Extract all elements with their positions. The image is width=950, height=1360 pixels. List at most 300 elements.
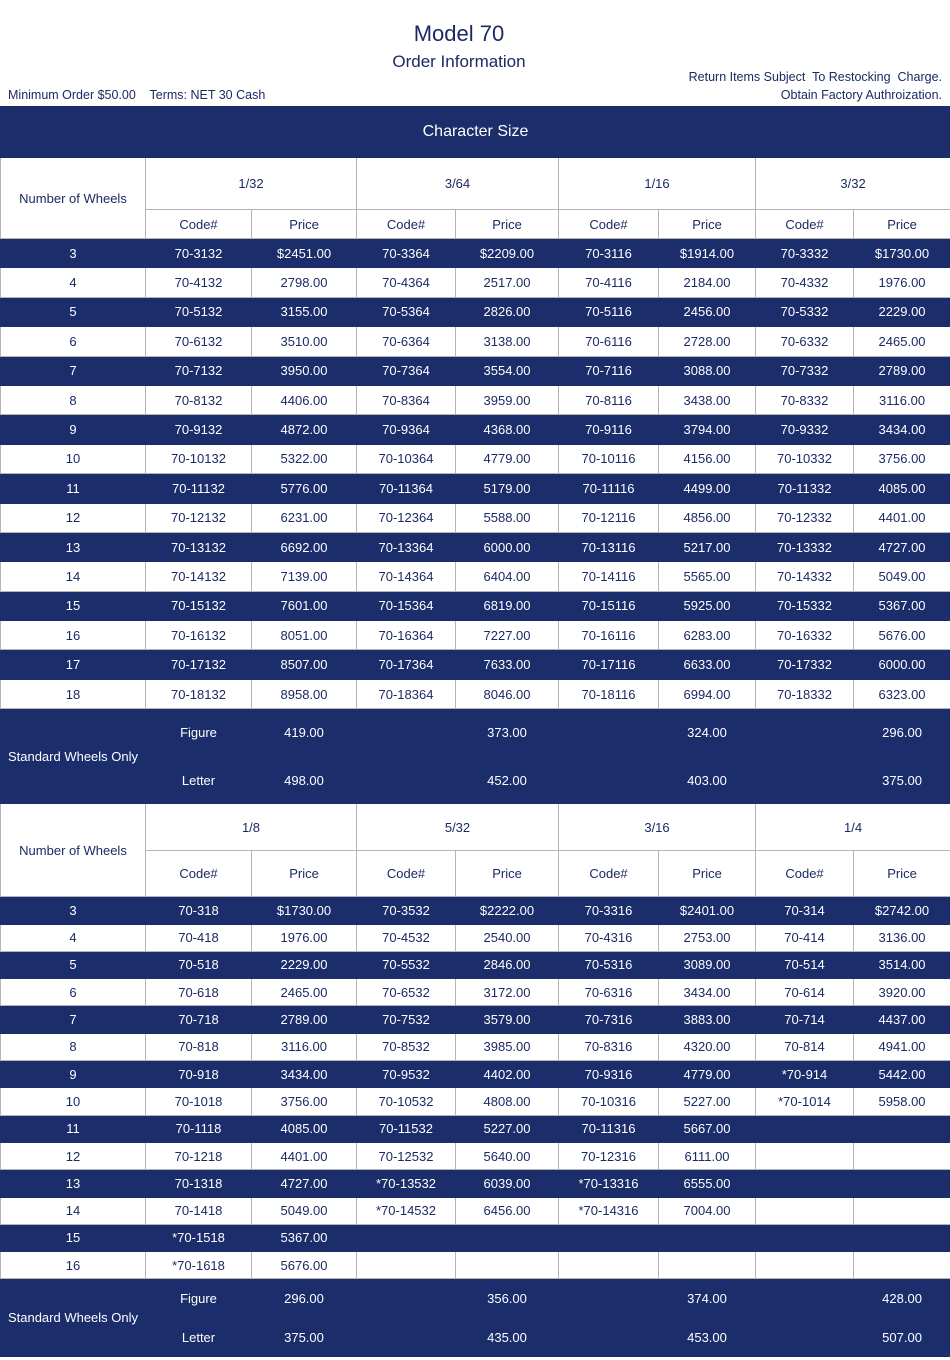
table-row	[1, 532, 950, 561]
price-cell	[854, 1142, 950, 1169]
price-cell: 6456.00	[456, 1197, 559, 1224]
empty-cell	[756, 757, 854, 804]
price-column-header: Price	[456, 210, 559, 239]
price-cell: 4368.00	[456, 415, 559, 444]
code-cell: 70-10116	[559, 444, 659, 473]
price-cell	[854, 1252, 950, 1279]
code-cell	[357, 1252, 456, 1279]
code-cell: 70-618	[146, 979, 252, 1006]
price-cell: 4779.00	[456, 444, 559, 473]
code-cell: 70-3132	[146, 239, 252, 268]
code-cell: 70-5316	[559, 951, 659, 978]
wheel-count-cell: 17	[1, 650, 146, 679]
price-cell: 2846.00	[456, 951, 559, 978]
table-row	[1, 356, 950, 385]
character-size-header: 3/64	[357, 158, 559, 210]
wheel-count-cell: 7	[1, 1006, 146, 1033]
wheel-count-cell: 15	[1, 591, 146, 620]
standard-wheels-label: Standard Wheels Only	[1, 709, 146, 804]
code-cell: 70-10532	[357, 1088, 456, 1115]
letter-price-cell: 498.00	[252, 757, 357, 804]
code-cell: 70-7532	[357, 1006, 456, 1033]
character-size-header: 1/8	[146, 804, 357, 851]
table-title-row	[1, 107, 950, 158]
empty-cell	[756, 709, 854, 757]
price-cell: 5049.00	[252, 1197, 357, 1224]
price-cell	[854, 1115, 950, 1142]
price-cell: 2456.00	[659, 297, 756, 326]
letter-price-cell: 403.00	[659, 757, 756, 804]
price-cell: 3985.00	[456, 1033, 559, 1060]
size-header-row	[1, 804, 950, 851]
price-cell: 5776.00	[252, 474, 357, 503]
code-cell: 70-18116	[559, 679, 659, 708]
price-cell: 2728.00	[659, 327, 756, 356]
table-row	[1, 591, 950, 620]
code-cell	[559, 1224, 659, 1251]
price-cell: 6000.00	[854, 650, 950, 679]
price-cell: 3138.00	[456, 327, 559, 356]
code-cell: 70-12116	[559, 503, 659, 532]
price-cell: 3756.00	[854, 444, 950, 473]
table-row	[1, 562, 950, 591]
table-row	[1, 979, 950, 1006]
code-cell: *70-14532	[357, 1197, 456, 1224]
price-cell: 3434.00	[252, 1061, 357, 1088]
code-cell: 70-9132	[146, 415, 252, 444]
price-cell: 3434.00	[854, 415, 950, 444]
price-cell: 3155.00	[252, 297, 357, 326]
table-row	[1, 1006, 950, 1033]
price-column-header: Price	[854, 851, 950, 897]
code-cell: 70-3116	[559, 239, 659, 268]
price-cell: 5565.00	[659, 562, 756, 591]
wheel-count-cell: 8	[1, 1033, 146, 1060]
code-cell: 70-518	[146, 951, 252, 978]
price-cell: 3438.00	[659, 385, 756, 414]
wheel-count-cell: 11	[1, 474, 146, 503]
code-cell: 70-17332	[756, 650, 854, 679]
code-cell: 70-11364	[357, 474, 456, 503]
code-cell: 70-714	[756, 1006, 854, 1033]
price-cell: 6039.00	[456, 1170, 559, 1197]
figure-price-cell: 428.00	[854, 1279, 950, 1318]
price-cell: 5442.00	[854, 1061, 950, 1088]
table-row	[1, 1252, 950, 1279]
code-cell	[756, 1170, 854, 1197]
price-cell: 2184.00	[659, 268, 756, 297]
price-cell: 2465.00	[854, 327, 950, 356]
price-cell: 2789.00	[252, 1006, 357, 1033]
code-cell: 70-13332	[756, 532, 854, 561]
code-cell: 70-4316	[559, 924, 659, 951]
code-cell: *70-1618	[146, 1252, 252, 1279]
code-cell: 70-6364	[357, 327, 456, 356]
code-cell: 70-3532	[357, 897, 456, 924]
price-cell: 3883.00	[659, 1006, 756, 1033]
table-row	[1, 650, 950, 679]
price-cell: 5676.00	[854, 621, 950, 650]
code-cell: 70-15332	[756, 591, 854, 620]
code-cell: 70-314	[756, 897, 854, 924]
code-cell: 70-17116	[559, 650, 659, 679]
code-cell: 70-11532	[357, 1115, 456, 1142]
letter-price-cell: 375.00	[252, 1318, 357, 1357]
table-row	[1, 385, 950, 414]
empty-cell	[357, 1279, 456, 1318]
price-cell: 1976.00	[252, 924, 357, 951]
price-cell: 8507.00	[252, 650, 357, 679]
table-row	[1, 1115, 950, 1142]
code-cell: 70-9316	[559, 1061, 659, 1088]
wheel-count-cell: 18	[1, 679, 146, 708]
price-cell: 5049.00	[854, 562, 950, 591]
code-cell: 70-16364	[357, 621, 456, 650]
figure-price-cell: 296.00	[854, 709, 950, 757]
wheel-count-cell: 6	[1, 327, 146, 356]
table-row	[1, 1088, 950, 1115]
price-cell: 6231.00	[252, 503, 357, 532]
price-cell: 3136.00	[854, 924, 950, 951]
table-row	[1, 239, 950, 268]
code-cell: 70-13132	[146, 532, 252, 561]
price-cell: 6000.00	[456, 532, 559, 561]
code-cell: 70-3316	[559, 897, 659, 924]
code-cell: 70-15116	[559, 591, 659, 620]
table-title: Character Size	[1, 107, 950, 158]
code-cell: 70-614	[756, 979, 854, 1006]
size-header-row	[1, 158, 950, 210]
price-cell: 2798.00	[252, 268, 357, 297]
price-cell: $2401.00	[659, 897, 756, 924]
price-cell: 7633.00	[456, 650, 559, 679]
authorization-note: Obtain Factory Authroization.	[780, 88, 942, 102]
letter-price-cell: 453.00	[659, 1318, 756, 1357]
price-cell: 5925.00	[659, 591, 756, 620]
letter-price-cell: 452.00	[456, 757, 559, 804]
price-cell: 6819.00	[456, 591, 559, 620]
code-cell: 70-5132	[146, 297, 252, 326]
wheel-count-cell: 9	[1, 415, 146, 444]
code-cell: 70-12316	[559, 1142, 659, 1169]
code-cell: 70-9332	[756, 415, 854, 444]
wheel-count-cell: 3	[1, 897, 146, 924]
code-cell: 70-8116	[559, 385, 659, 414]
code-cell: 70-6116	[559, 327, 659, 356]
code-cell: *70-14316	[559, 1197, 659, 1224]
code-cell: 70-418	[146, 924, 252, 951]
table-row	[1, 415, 950, 444]
code-cell: 70-12532	[357, 1142, 456, 1169]
code-cell: 70-6316	[559, 979, 659, 1006]
wheel-count-cell: 7	[1, 356, 146, 385]
price-cell: 2517.00	[456, 268, 559, 297]
price-cell: 3514.00	[854, 951, 950, 978]
price-cell: 4808.00	[456, 1088, 559, 1115]
standard-wheels-label: Standard Wheels Only	[1, 1279, 146, 1357]
code-cell: 70-814	[756, 1033, 854, 1060]
price-cell: 6555.00	[659, 1170, 756, 1197]
code-cell: 70-6532	[357, 979, 456, 1006]
price-cell	[854, 1170, 950, 1197]
code-cell	[357, 1224, 456, 1251]
wheel-count-cell: 5	[1, 297, 146, 326]
letter-label: Letter	[146, 757, 252, 804]
price-cell: 7227.00	[456, 621, 559, 650]
price-cell: 7601.00	[252, 591, 357, 620]
number-of-wheels-header: Number of Wheels	[1, 804, 146, 897]
code-cell: *70-1518	[146, 1224, 252, 1251]
price-cell: 4320.00	[659, 1033, 756, 1060]
price-cell: 2753.00	[659, 924, 756, 951]
price-cell: 4156.00	[659, 444, 756, 473]
code-cell: 70-8364	[357, 385, 456, 414]
price-cell: 3172.00	[456, 979, 559, 1006]
code-cell: 70-3364	[357, 239, 456, 268]
price-cell: 5667.00	[659, 1115, 756, 1142]
table-row	[1, 1142, 950, 1169]
wheel-count-cell: 3	[1, 239, 146, 268]
code-cell: 70-918	[146, 1061, 252, 1088]
price-cell: 4437.00	[854, 1006, 950, 1033]
price-cell: 5367.00	[252, 1224, 357, 1251]
code-cell: 70-12132	[146, 503, 252, 532]
wheel-count-cell: 14	[1, 562, 146, 591]
empty-cell	[559, 757, 659, 804]
price-cell: $2222.00	[456, 897, 559, 924]
code-cell: 70-18132	[146, 679, 252, 708]
price-cell: 1976.00	[854, 268, 950, 297]
price-cell	[854, 1224, 950, 1251]
wheel-count-cell: 12	[1, 1142, 146, 1169]
code-cell: 70-16116	[559, 621, 659, 650]
wheel-count-cell: 4	[1, 924, 146, 951]
wheel-count-cell: 4	[1, 268, 146, 297]
price-cell: 2229.00	[854, 297, 950, 326]
table-row	[1, 679, 950, 708]
code-column-header: Code#	[756, 851, 854, 897]
code-cell: 70-718	[146, 1006, 252, 1033]
wheel-count-cell: 16	[1, 621, 146, 650]
price-cell: 7004.00	[659, 1197, 756, 1224]
code-cell: *70-1014	[756, 1088, 854, 1115]
price-table	[0, 106, 950, 1357]
page-title: Model 70	[413, 21, 505, 46]
code-cell: 70-8532	[357, 1033, 456, 1060]
price-cell: 3756.00	[252, 1088, 357, 1115]
price-cell: 4085.00	[854, 474, 950, 503]
code-cell: 70-5116	[559, 297, 659, 326]
price-cell: 3116.00	[252, 1033, 357, 1060]
code-cell: 70-1318	[146, 1170, 252, 1197]
empty-cell	[357, 1318, 456, 1357]
code-cell	[756, 1224, 854, 1251]
price-cell: 4406.00	[252, 385, 357, 414]
letter-price-cell: 507.00	[854, 1318, 950, 1357]
figure-label: Figure	[146, 1279, 252, 1318]
code-cell: 70-9532	[357, 1061, 456, 1088]
price-cell	[456, 1252, 559, 1279]
table-row	[1, 268, 950, 297]
code-cell: 70-12332	[756, 503, 854, 532]
code-cell: 70-6132	[146, 327, 252, 356]
price-cell: $1730.00	[854, 239, 950, 268]
code-cell: 70-8316	[559, 1033, 659, 1060]
price-cell: 2540.00	[456, 924, 559, 951]
price-cell: 5217.00	[659, 532, 756, 561]
table-row	[1, 1224, 950, 1251]
wheel-count-cell: 12	[1, 503, 146, 532]
price-cell: 4402.00	[456, 1061, 559, 1088]
code-cell: 70-514	[756, 951, 854, 978]
code-cell: 70-18332	[756, 679, 854, 708]
page-subtitle: Order Information	[392, 52, 526, 71]
code-cell: 70-11316	[559, 1115, 659, 1142]
code-cell: 70-4364	[357, 268, 456, 297]
price-cell: 2789.00	[854, 356, 950, 385]
price-cell: 3088.00	[659, 356, 756, 385]
price-cell: 6633.00	[659, 650, 756, 679]
code-cell: 70-14332	[756, 562, 854, 591]
character-size-header: 5/32	[357, 804, 559, 851]
order-terms: Minimum Order $50.00 Terms: NET 30 Cash	[8, 88, 266, 102]
wheel-count-cell: 13	[1, 1170, 146, 1197]
code-cell: 70-9364	[357, 415, 456, 444]
table-row	[1, 474, 950, 503]
character-size-header: 1/32	[146, 158, 357, 210]
code-cell: 70-14132	[146, 562, 252, 591]
table-row	[1, 621, 950, 650]
wheel-count-cell: 10	[1, 444, 146, 473]
code-cell: 70-414	[756, 924, 854, 951]
code-cell: 70-10316	[559, 1088, 659, 1115]
table-row	[1, 924, 950, 951]
code-cell: 70-3332	[756, 239, 854, 268]
code-cell: 70-6332	[756, 327, 854, 356]
price-cell: 3116.00	[854, 385, 950, 414]
code-cell: 70-5364	[357, 297, 456, 326]
price-cell: 3794.00	[659, 415, 756, 444]
price-cell: 3579.00	[456, 1006, 559, 1033]
standard-figure-row	[1, 709, 950, 757]
wheel-count-cell: 10	[1, 1088, 146, 1115]
letter-price-cell: 435.00	[456, 1318, 559, 1357]
price-cell: 5367.00	[854, 591, 950, 620]
code-cell: 70-14364	[357, 562, 456, 591]
table-row	[1, 951, 950, 978]
price-cell: 5322.00	[252, 444, 357, 473]
code-cell	[559, 1252, 659, 1279]
price-cell: 3920.00	[854, 979, 950, 1006]
code-cell: 70-1118	[146, 1115, 252, 1142]
price-cell: 5640.00	[456, 1142, 559, 1169]
price-cell	[659, 1224, 756, 1251]
price-cell: 2826.00	[456, 297, 559, 326]
empty-cell	[559, 1279, 659, 1318]
code-cell: 70-4332	[756, 268, 854, 297]
table-row	[1, 503, 950, 532]
character-size-header: 1/16	[559, 158, 756, 210]
wheel-count-cell: 6	[1, 979, 146, 1006]
code-cell: 70-11332	[756, 474, 854, 503]
price-cell: 2465.00	[252, 979, 357, 1006]
price-cell: 8051.00	[252, 621, 357, 650]
character-size-header: 3/16	[559, 804, 756, 851]
code-cell: 70-1418	[146, 1197, 252, 1224]
restocking-note: Return Items Subject To Restocking Charge.	[688, 70, 942, 84]
price-cell: $2209.00	[456, 239, 559, 268]
price-cell	[456, 1224, 559, 1251]
price-column-header: Price	[854, 210, 950, 239]
code-cell: 70-818	[146, 1033, 252, 1060]
table-row	[1, 897, 950, 924]
figure-price-cell: 356.00	[456, 1279, 559, 1318]
wheel-count-cell: 14	[1, 1197, 146, 1224]
price-cell: 5227.00	[659, 1088, 756, 1115]
figure-price-cell: 374.00	[659, 1279, 756, 1318]
code-column-header: Code#	[357, 851, 456, 897]
standard-figure-row	[1, 1279, 950, 1318]
price-cell: 3950.00	[252, 356, 357, 385]
price-cell	[854, 1197, 950, 1224]
letter-label: Letter	[146, 1318, 252, 1357]
character-size-header: 3/32	[756, 158, 950, 210]
character-size-header: 1/4	[756, 804, 950, 851]
code-cell: 70-15132	[146, 591, 252, 620]
price-cell: 8958.00	[252, 679, 357, 708]
code-cell: 70-318	[146, 897, 252, 924]
price-cell: 4499.00	[659, 474, 756, 503]
empty-cell	[357, 709, 456, 757]
price-cell: 5179.00	[456, 474, 559, 503]
code-cell: 70-16332	[756, 621, 854, 650]
code-cell: *70-13316	[559, 1170, 659, 1197]
code-cell: 70-4532	[357, 924, 456, 951]
code-cell: 70-1218	[146, 1142, 252, 1169]
price-cell: 7139.00	[252, 562, 357, 591]
code-cell: 70-13364	[357, 532, 456, 561]
code-cell: 70-10132	[146, 444, 252, 473]
price-column-header: Price	[252, 851, 357, 897]
empty-cell	[756, 1279, 854, 1318]
code-cell	[756, 1197, 854, 1224]
price-cell: 4779.00	[659, 1061, 756, 1088]
price-cell: 4941.00	[854, 1033, 950, 1060]
empty-cell	[357, 757, 456, 804]
code-column-header: Code#	[559, 210, 659, 239]
code-column-header: Code#	[559, 851, 659, 897]
code-cell: 70-4132	[146, 268, 252, 297]
price-cell: 8046.00	[456, 679, 559, 708]
price-cell: 3959.00	[456, 385, 559, 414]
price-cell: 4727.00	[252, 1170, 357, 1197]
code-cell: 70-4116	[559, 268, 659, 297]
code-cell: 70-7116	[559, 356, 659, 385]
code-cell: 70-9116	[559, 415, 659, 444]
price-cell: 3089.00	[659, 951, 756, 978]
price-cell: 3510.00	[252, 327, 357, 356]
code-cell: 70-11116	[559, 474, 659, 503]
price-cell: 2229.00	[252, 951, 357, 978]
code-cell: 70-17132	[146, 650, 252, 679]
table-row	[1, 1061, 950, 1088]
code-cell: 70-13116	[559, 532, 659, 561]
code-cell: 70-15364	[357, 591, 456, 620]
figure-price-cell: 324.00	[659, 709, 756, 757]
code-cell: 70-17364	[357, 650, 456, 679]
code-cell: 70-7132	[146, 356, 252, 385]
code-cell: 70-1018	[146, 1088, 252, 1115]
